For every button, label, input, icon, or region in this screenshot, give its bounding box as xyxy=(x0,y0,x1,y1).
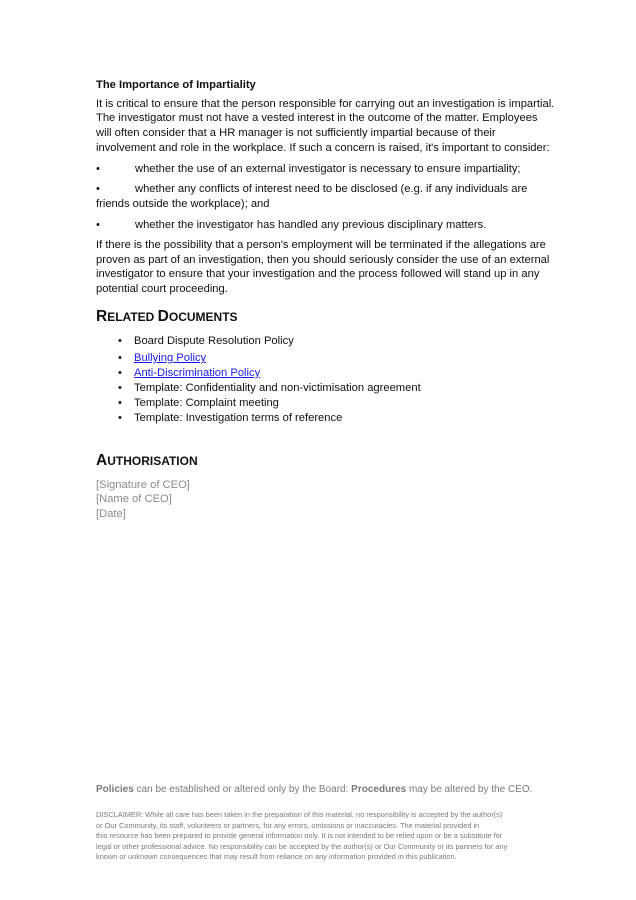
item-label: Board Dispute Resolution Policy xyxy=(134,335,294,347)
anti-discrimination-policy-link[interactable]: Anti-Discrimination Policy xyxy=(134,367,261,379)
disclaimer-line: DISCLAIMER: While all care has been taken in the preparation of this material, no responsibility is accepted by the author(s) xyxy=(96,810,503,819)
bullet-text: whether any conflicts of interest need to be disclosed (e.g. if any individuals are xyxy=(135,183,528,195)
paragraph-line: The investigator must not have a vested interest in the outcome of the matter. Employees xyxy=(96,112,538,124)
paragraph-line: proven as part of an investigation, then you should seriously consider the use of an external xyxy=(96,254,550,266)
paragraph-line: It is critical to ensure that the person responsible for carrying out an investigation is impartial. xyxy=(96,98,555,110)
disclaimer-line: known or unknown consequences that may result from reliance on any information provided in this publication. xyxy=(96,852,457,861)
bullet-dot: • xyxy=(118,412,122,424)
cap: D xyxy=(157,308,169,325)
bullet-dot: • xyxy=(96,183,100,195)
policies-word: Policies xyxy=(96,784,134,795)
cap: R xyxy=(96,308,108,325)
cap: A xyxy=(96,452,108,469)
disclaimer-line: or Our Community, its staff, volunteers or partners, for any errors, omissions or inaccuracies. The material provided in xyxy=(96,821,480,830)
paragraph-line: involvement and role in the workplace. If such a concern is raised, it's important to consider: xyxy=(96,142,550,154)
disclaimer-line: legal or other professional advice. No responsibility can be accepted by the author(s) or Our Community or its partners for any xyxy=(96,842,508,851)
bullying-policy-link[interactable]: Bullying Policy xyxy=(134,352,207,364)
rest: OCUMENTS xyxy=(168,310,238,324)
bullet-dot: • xyxy=(96,163,100,175)
item-label: Template: Confidentiality and non-victimisation agreement xyxy=(134,382,421,394)
bullet-dot: • xyxy=(118,382,122,394)
authorisation-heading xyxy=(96,452,198,470)
name-placeholder: [Name of CEO] xyxy=(96,493,172,505)
paragraph-line: potential court proceeding. xyxy=(96,283,228,295)
section-heading: The Importance of Impartiality xyxy=(96,79,256,91)
paragraph-line: If there is the possibility that a person's employment will be terminated if the allegations are xyxy=(96,239,546,251)
related-documents-heading xyxy=(96,308,238,326)
item-label: Template: Complaint meeting xyxy=(134,397,279,409)
policies-footer xyxy=(96,784,532,795)
paragraph-line: will often consider that a HR manager is not sufficiently impartial because of their xyxy=(96,127,496,139)
bullet-dot: • xyxy=(118,352,122,364)
bullet-dot: • xyxy=(96,219,100,231)
item-label: Template: Investigation terms of reference xyxy=(134,412,343,424)
bullet-dot: • xyxy=(118,367,122,379)
rest: ELATED xyxy=(107,310,158,324)
bullet-text: whether the use of an external investigator is necessary to ensure impartiality; xyxy=(135,163,521,175)
disclaimer-line: this resource has been prepared to provide general information only. It is not intended to be relied upon or be a substitute for xyxy=(96,831,503,840)
footer-text: can be established or altered only by the Board: xyxy=(133,784,352,795)
paragraph-line: investigator to ensure that your investigation and the process followed will stand up in any xyxy=(96,268,540,280)
bullet-dot: • xyxy=(118,397,122,409)
date-placeholder: [Date] xyxy=(96,508,126,520)
signature-placeholder: [Signature of CEO] xyxy=(96,479,190,491)
footer-text: may be altered by the CEO. xyxy=(406,784,533,795)
rest: UTHORISATION xyxy=(107,454,198,468)
procedures-word: Procedures xyxy=(351,784,407,795)
bullet-text: whether the investigator has handled any previous disciplinary matters. xyxy=(135,219,487,231)
bullet-dot: • xyxy=(118,335,122,347)
bullet-text: friends outside the workplace); and xyxy=(96,198,270,210)
